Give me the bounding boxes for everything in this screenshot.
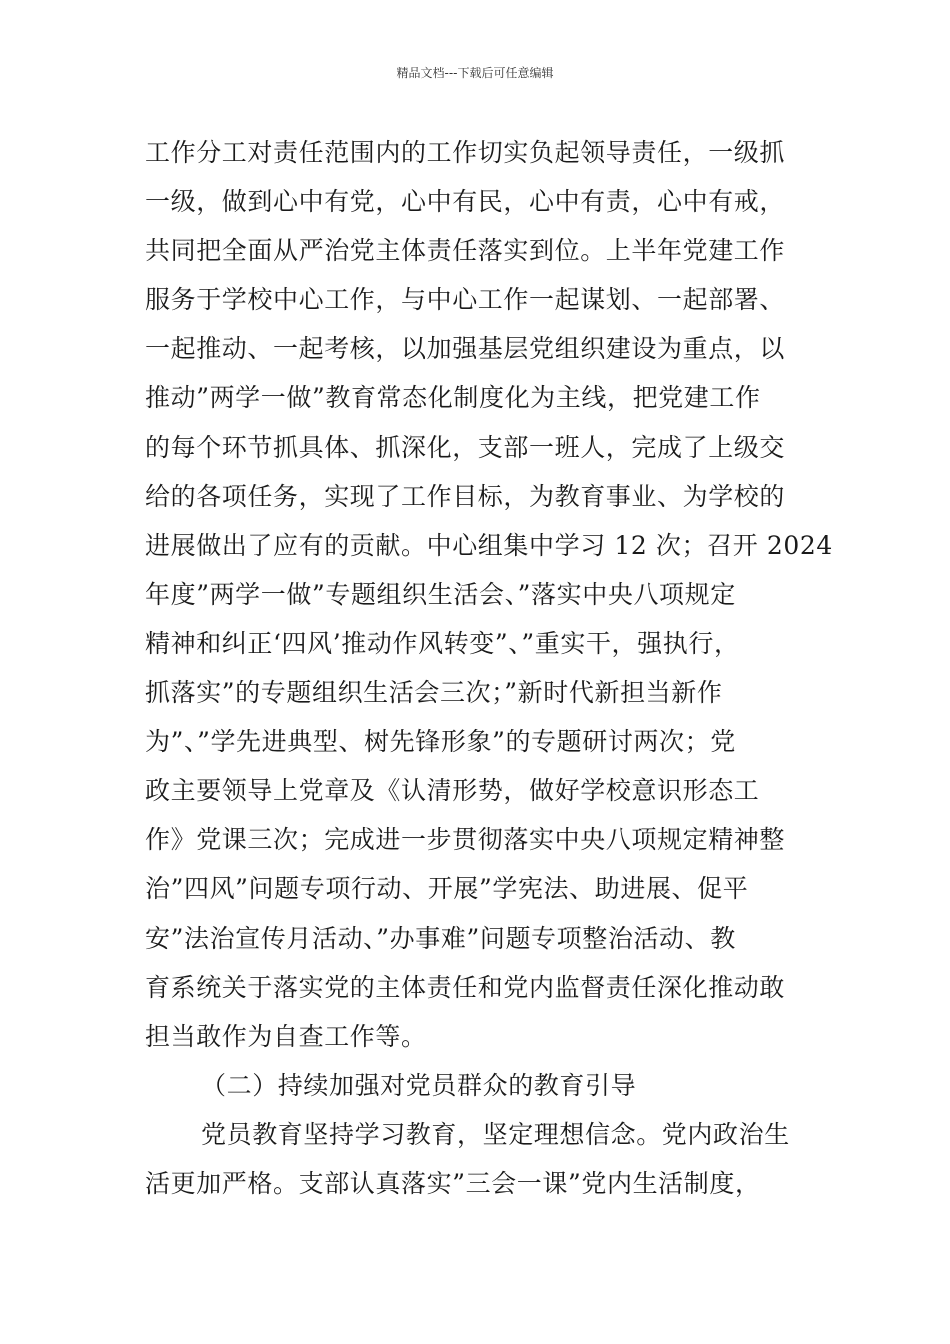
text-line: 推动”两学一做”教育常态化制度化为主线，把党建工作: [145, 383, 761, 413]
page-header: 精品文档---下载后可任意编辑: [396, 66, 554, 80]
text-line: 一级，做到心中有党，心中有民，心中有责，心中有戒，: [145, 187, 786, 217]
text-line: 为”、”学先进典型、树先锋形象”的专题研讨两次；党: [145, 727, 736, 757]
text-line: 精神和纠正‘四风’推动作风转变”、”重实干，强执行，: [145, 628, 740, 658]
text-line: 活更加严格。支部认真落实”三会一课”党内生活制度，: [145, 1168, 761, 1198]
text-line: 进展做出了应有的贡献。中心组集中学习 12 次；召开 2024: [145, 530, 833, 560]
text-line: 育系统关于落实党的主体责任和党内监督责任深化推动敢: [145, 972, 786, 1002]
text-line: 一起推动、一起考核，以加强基层党组织建设为重点，以: [145, 334, 786, 364]
text-line: 共同把全面从严治党主体责任落实到位。上半年党建工作: [145, 236, 786, 266]
text-line: 安”法治宣传月活动、”办事难”问题专项整治活动、教: [145, 923, 736, 953]
text-line: 担当敢作为自查工作等。: [145, 1021, 427, 1051]
document-body: [145, 128, 833, 1208]
text-line: 政主要领导上党章及《认清形势，做好学校意识形态工: [145, 776, 760, 806]
text-line: 年度”两学一做”专题组织生活会、”落实中央八项规定: [145, 579, 736, 609]
text-line: 抓落实”的专题组织生活会三次；”新时代新担当新作: [145, 678, 723, 708]
text-line: 服务于学校中心工作，与中心工作一起谋划、一起部署、: [145, 285, 786, 315]
text-line: 治”四风”问题专项行动、开展”学宪法、助进展、促平: [145, 874, 749, 904]
section-heading: （二）持续加强对党员群众的教育引导: [201, 1070, 637, 1100]
text-line: 党员教育坚持学习教育，坚定理想信念。党内政治生: [201, 1119, 790, 1149]
text-line: 的每个环节抓具体、抓深化，支部一班人，完成了上级交: [145, 432, 786, 462]
text-line: 给的各项任务，实现了工作目标，为教育事业、为学校的: [145, 481, 786, 511]
text-line: 工作分工对责任范围内的工作切实负起领导责任，一级抓: [145, 138, 786, 167]
text-line: 作》党课三次；完成进一步贯彻落实中央八项规定精神整: [145, 825, 786, 855]
